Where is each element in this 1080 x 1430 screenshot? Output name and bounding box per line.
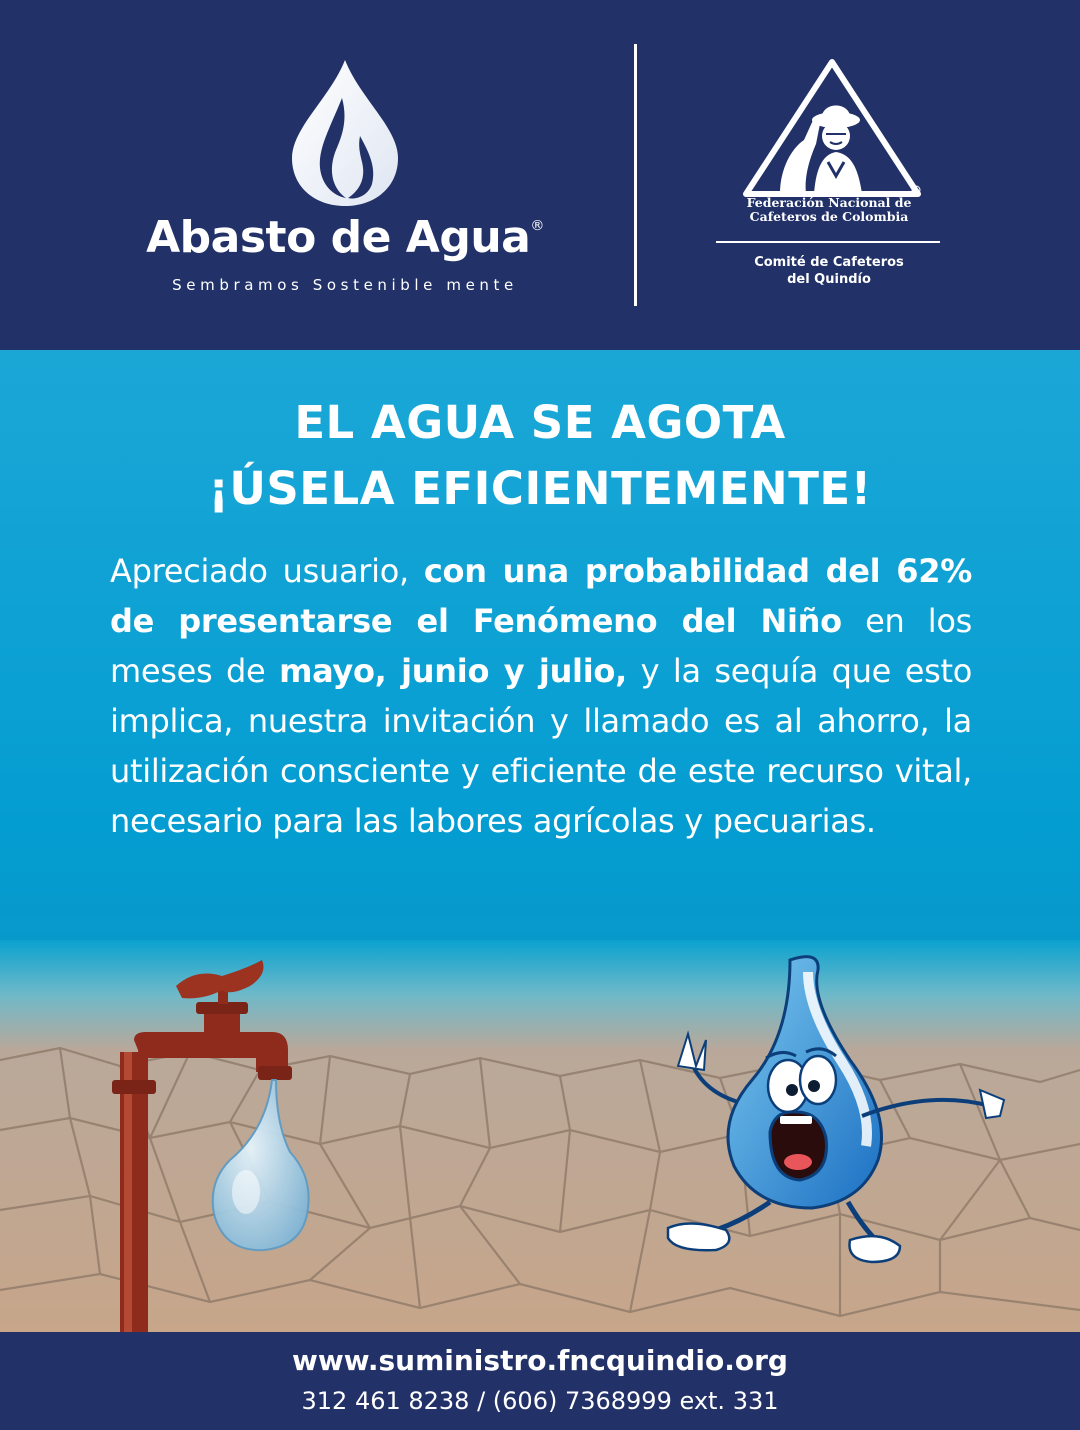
footer [0,1332,1080,1430]
main-panel [0,350,1080,1030]
brand-tagline: Sembramos Sostenible mente [172,276,518,294]
header-divider [634,44,637,306]
partner-divider [716,241,940,243]
phone-numbers: 312 461 8238 / (606) 7368999 ext. 331 [301,1387,779,1415]
partner-org-name: Federación Nacional de Cafeteros de Colombia [746,195,912,224]
header [0,0,1080,350]
partner-committee-name: Comité de Cafeteros del Quindío [754,255,904,287]
message-paragraph: Apreciado usuario, con una probabilidad del 62% de presentarse el Fenómeno del Niño en los meses de mayo, junio y julio, y la sequía que esto implica, nuestra invitación y llamado es al ahorro, la utilización consciente y eficiente de este recurso vital, necesario para las labores agrícolas y pecuarias. [110,552,972,840]
coffee-grower-mountain-emblem [740,58,924,198]
drought-illustration [0,940,1080,1332]
website-link[interactable]: www.suministro.fncquindio.org [292,1344,788,1377]
headline: EL AGUA SE AGOTA ¡ÚSELA EFICIENTEMENTE! [208,396,872,515]
water-drop-icon [290,58,400,208]
brand-name: Abasto de Agua® [146,212,544,263]
